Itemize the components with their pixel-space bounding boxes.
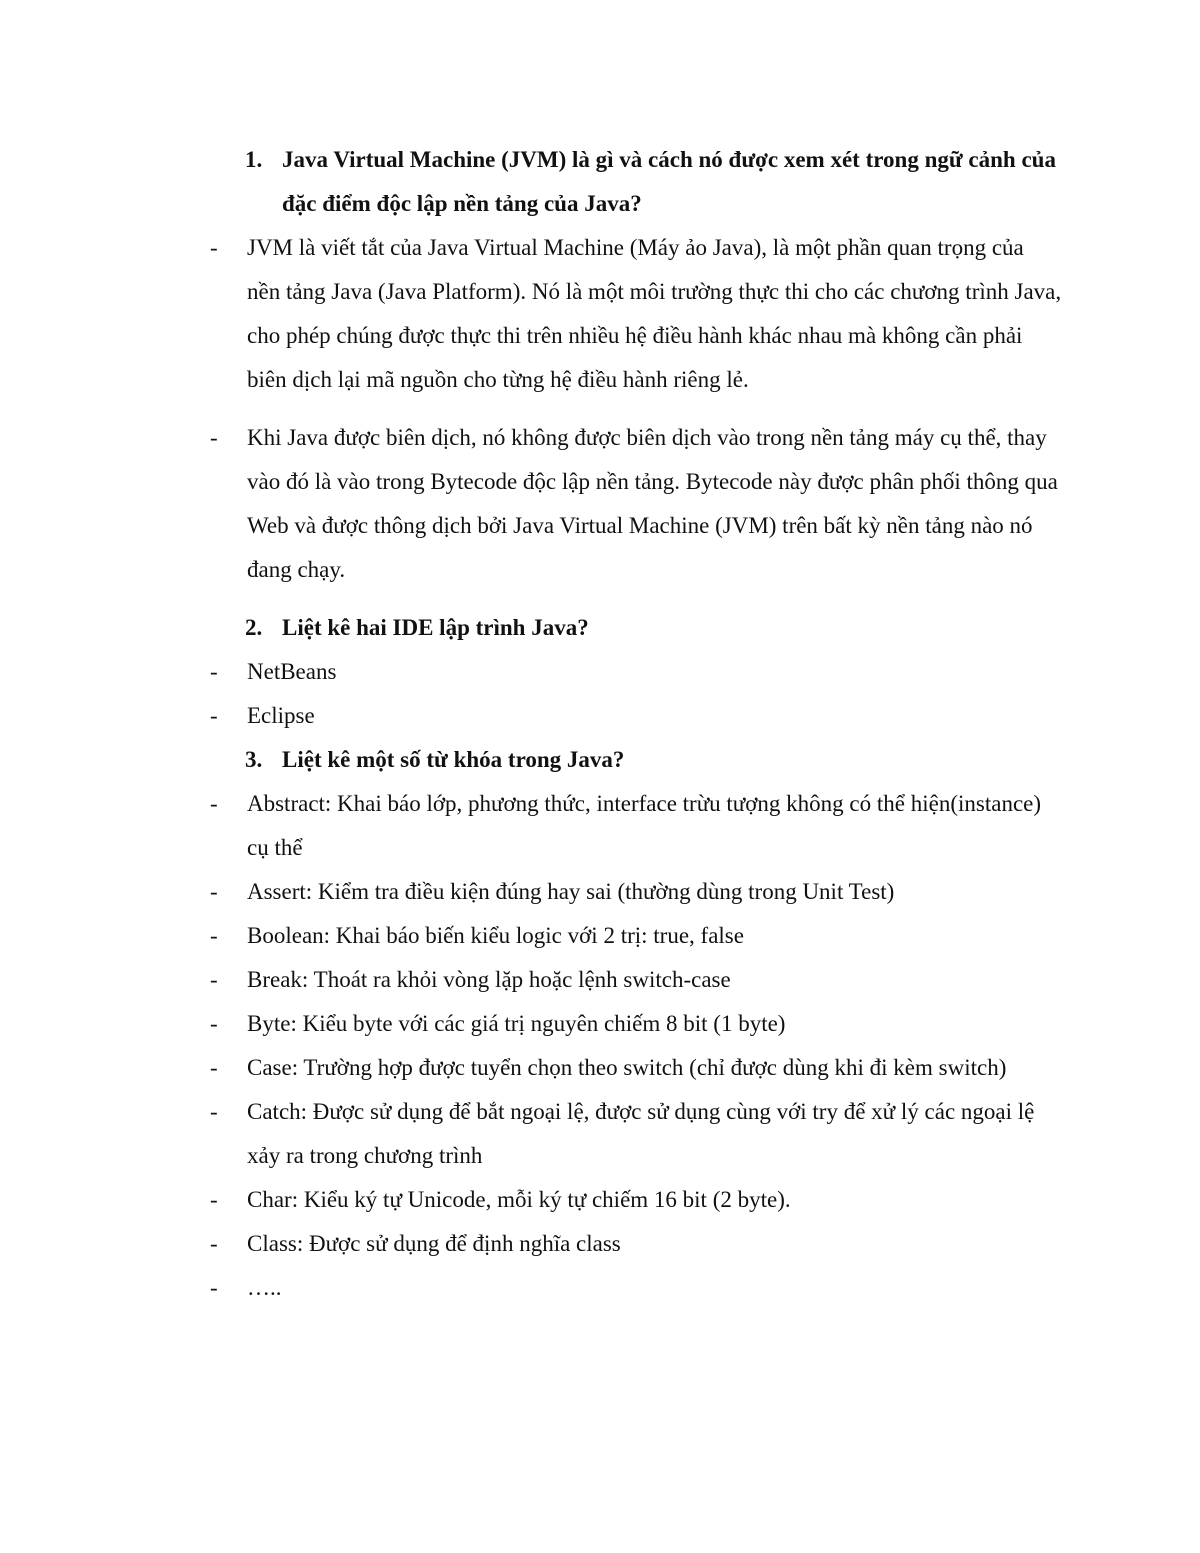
bullet-dash: - bbox=[210, 791, 218, 816]
list-item bbox=[0, 1090, 1200, 1178]
answer-text: ….. bbox=[247, 1275, 282, 1300]
question-number: 2. bbox=[245, 615, 263, 640]
answer-text: Catch: Được sử dụng để bắt ngoại lệ, được sử dụng cùng với try để xử lý các ngoại lệ xảy ra trong chương trình bbox=[247, 1099, 1035, 1168]
answer-text: Abstract: Khai báo lớp, phương thức, interface trừu tượng không có thể hiện(instance) cụ thể bbox=[247, 791, 1042, 860]
bullet-dash: - bbox=[210, 1099, 218, 1124]
answer-text: Byte: Kiểu byte với các giá trị nguyên chiếm 8 bit (1 byte) bbox=[247, 1011, 786, 1036]
bullet-dash: - bbox=[210, 967, 218, 992]
list-item bbox=[0, 782, 1200, 870]
list-item bbox=[0, 1178, 1200, 1222]
list-item bbox=[0, 226, 1200, 402]
question-2 bbox=[0, 606, 1060, 650]
question-text: Liệt kê hai IDE lập trình Java? bbox=[282, 615, 589, 640]
answer-text: JVM là viết tắt của Java Virtual Machine (Máy ảo Java), là một phần quan trọng của nền tảng Java (Java Platform). Nó là một môi trường thực thi cho các chương trình Java, cho phép chúng được thực thi trên nhiều hệ điều hành khác nhau mà không cần phải biên dịch lại mã nguồn cho từng hệ điều hành riêng lẻ. bbox=[247, 235, 1062, 392]
list-item bbox=[0, 650, 1200, 694]
bullet-dash: - bbox=[210, 1055, 218, 1080]
question-1 bbox=[0, 138, 1060, 226]
question-number: 3. bbox=[245, 747, 263, 772]
answer-text: Case: Trường hợp được tuyển chọn theo switch (chỉ được dùng khi đi kèm switch) bbox=[247, 1055, 1007, 1080]
bullet-dash: - bbox=[210, 923, 218, 948]
list-item bbox=[0, 694, 1200, 738]
bullet-dash: - bbox=[210, 1275, 218, 1300]
bullet-dash: - bbox=[210, 659, 218, 684]
answer-text: Assert: Kiểm tra điều kiện đúng hay sai (thường dùng trong Unit Test) bbox=[247, 879, 895, 904]
question-text: Java Virtual Machine (JVM) là gì và cách nó được xem xét trong ngữ cảnh của đặc điểm độc lập nền tảng của Java? bbox=[282, 147, 1056, 216]
bullet-dash: - bbox=[210, 425, 218, 450]
answer-text: Eclipse bbox=[247, 703, 315, 728]
list-item bbox=[0, 958, 1200, 1002]
answer-text: NetBeans bbox=[247, 659, 337, 684]
answer-text: Break: Thoát ra khỏi vòng lặp hoặc lệnh switch-case bbox=[247, 967, 731, 992]
bullet-dash: - bbox=[210, 879, 218, 904]
question-3 bbox=[0, 738, 1060, 782]
answer-text: Boolean: Khai báo biến kiểu logic với 2 trị: true, false bbox=[247, 923, 744, 948]
list-item bbox=[0, 1266, 1200, 1310]
answer-text: Class: Được sử dụng để định nghĩa class bbox=[247, 1231, 621, 1256]
answer-text: Char: Kiểu ký tự Unicode, mỗi ký tự chiếm 16 bit (2 byte). bbox=[247, 1187, 791, 1212]
bullet-dash: - bbox=[210, 235, 218, 260]
bullet-dash: - bbox=[210, 1231, 218, 1256]
bullet-dash: - bbox=[210, 1187, 218, 1212]
list-item bbox=[0, 914, 1200, 958]
list-item bbox=[0, 1046, 1200, 1090]
list-item bbox=[0, 416, 1200, 592]
bullet-dash: - bbox=[210, 1011, 218, 1036]
bullet-dash: - bbox=[210, 703, 218, 728]
document-content bbox=[0, 138, 1200, 1310]
list-item bbox=[0, 1002, 1200, 1046]
question-text: Liệt kê một số từ khóa trong Java? bbox=[282, 747, 625, 772]
list-item bbox=[0, 1222, 1200, 1266]
list-item bbox=[0, 870, 1200, 914]
question-number: 1. bbox=[245, 147, 263, 172]
answer-text: Khi Java được biên dịch, nó không được biên dịch vào trong nền tảng máy cụ thể, thay vào đó là vào trong Bytecode độc lập nền tảng. Bytecode này được phân phối thông qua Web và được thông dịch bởi Java Virtual Machine (JVM) trên bất kỳ nền tảng nào nó đang chạy. bbox=[247, 425, 1058, 582]
